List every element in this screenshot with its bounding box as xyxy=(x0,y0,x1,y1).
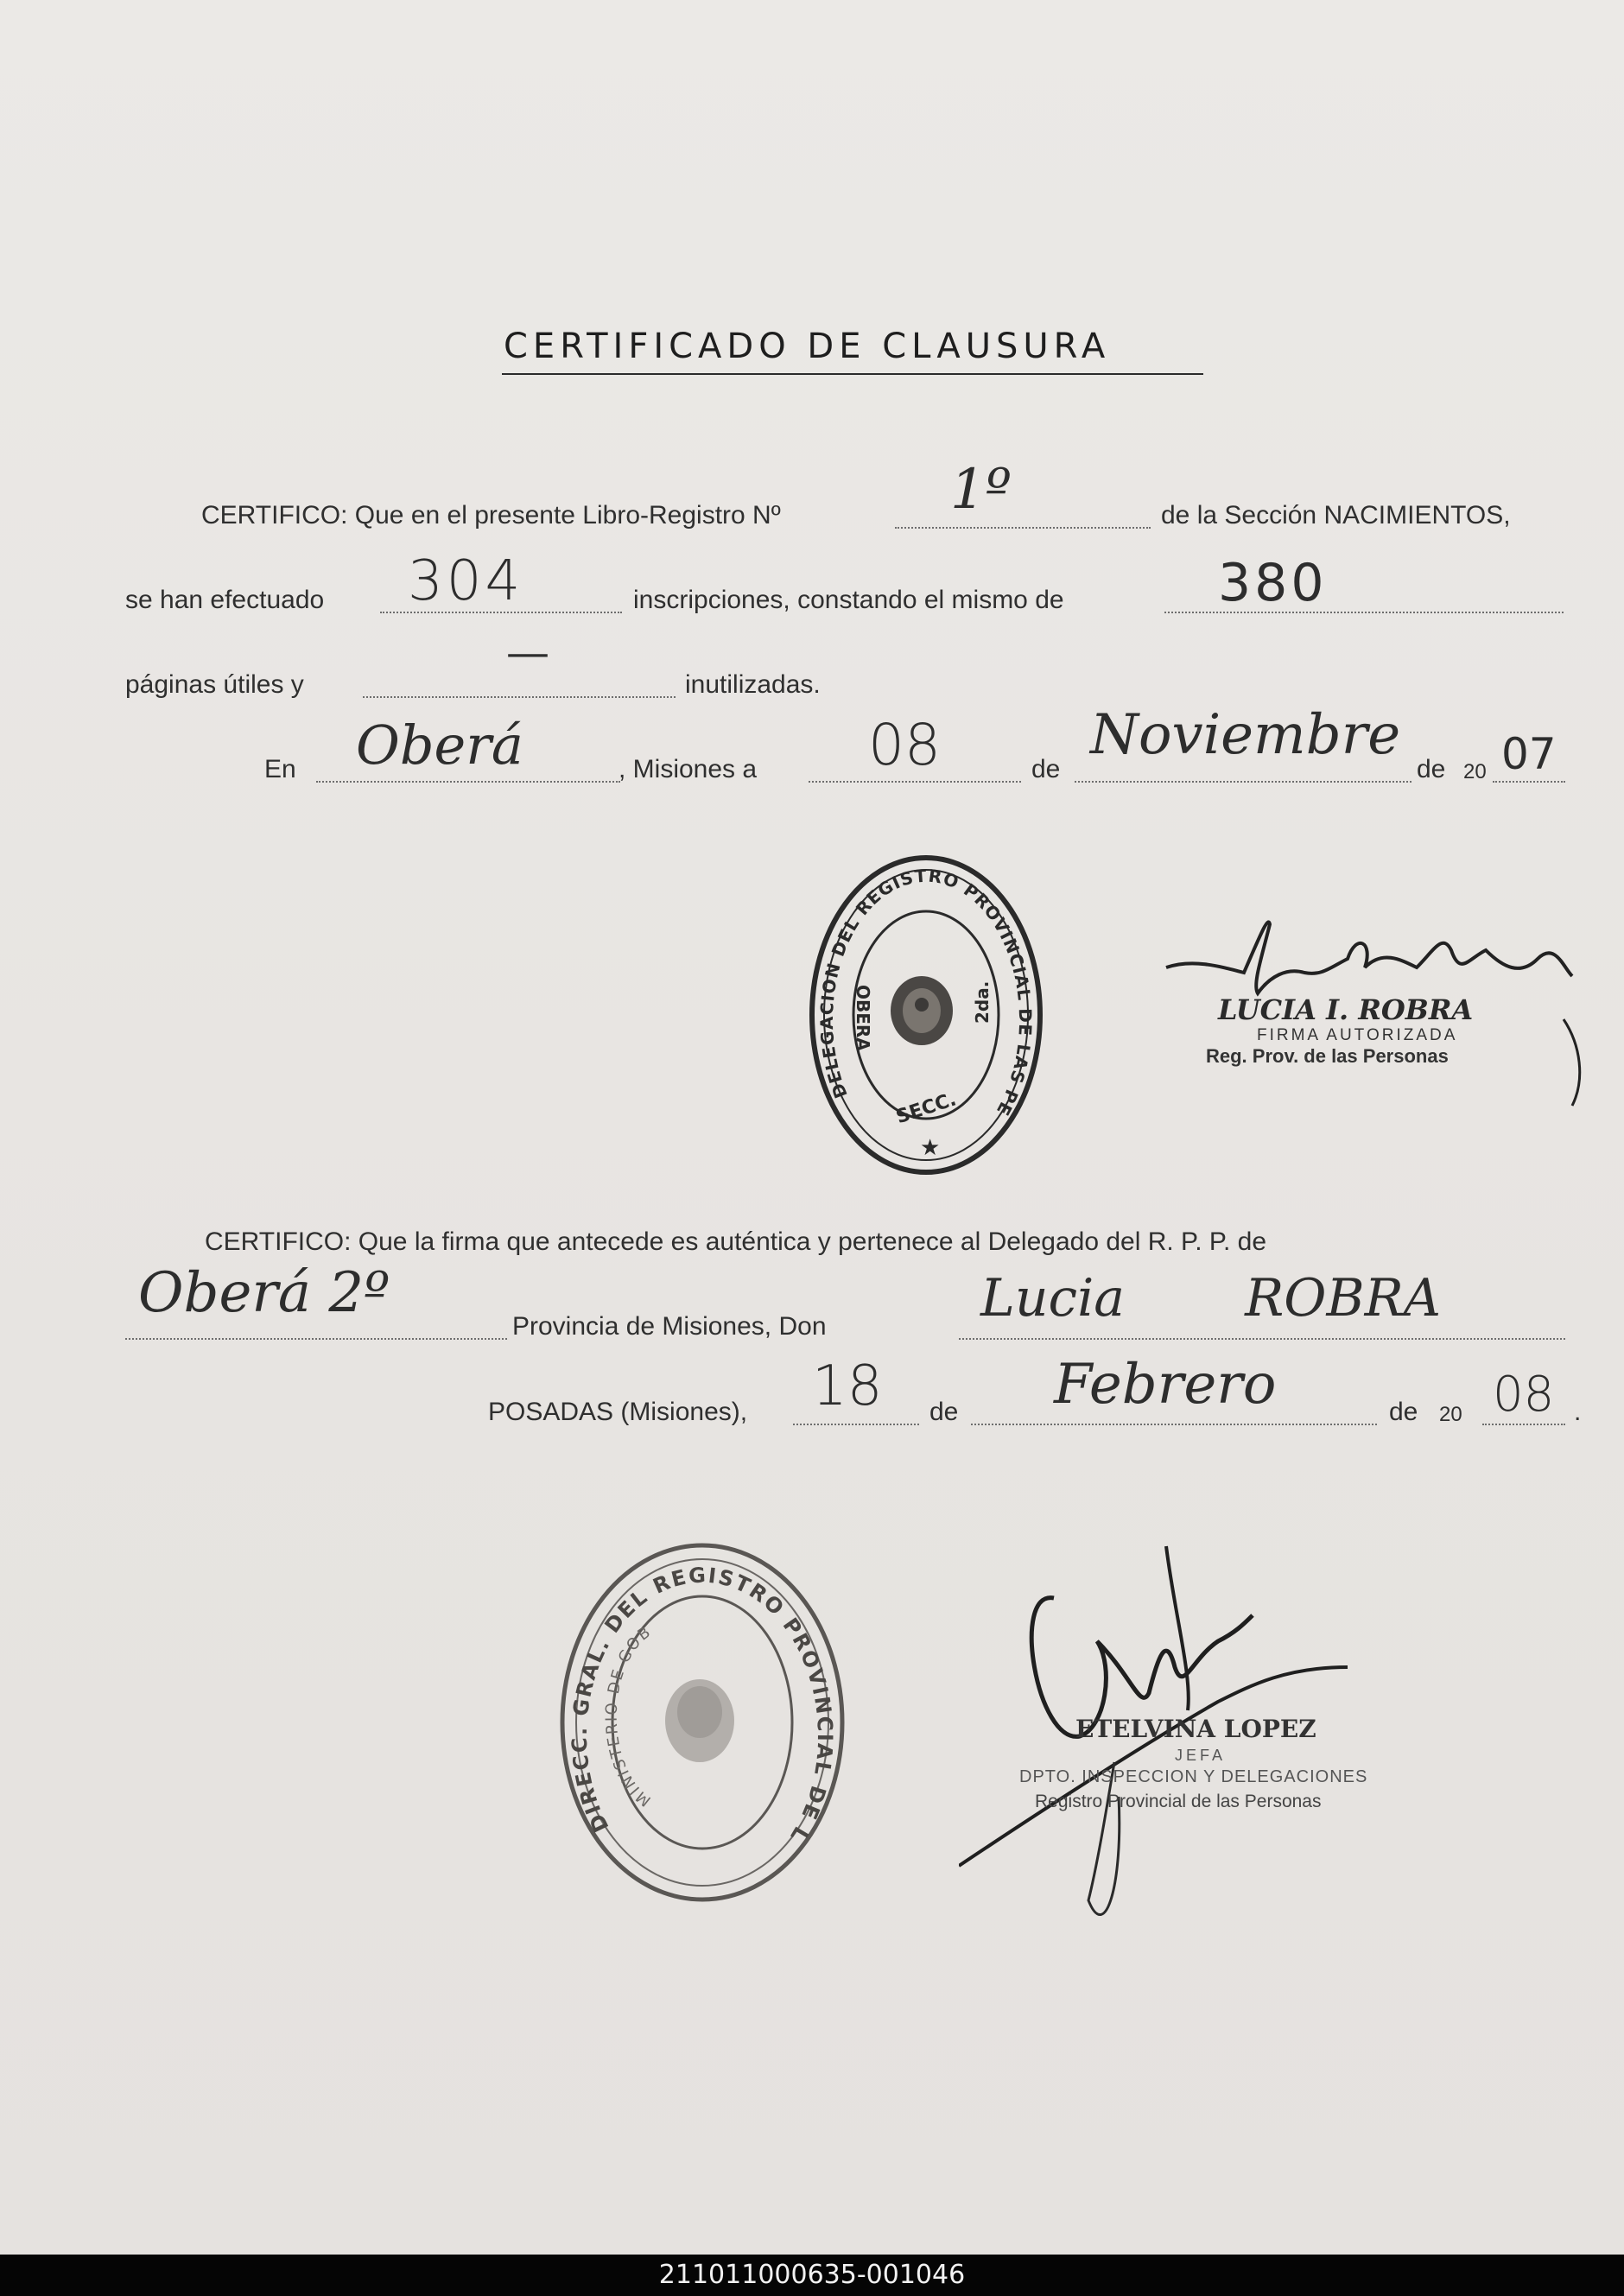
auth-year-handwritten: 08 xyxy=(1493,1367,1555,1423)
auth-city-label: POSADAS (Misiones), xyxy=(488,1398,748,1426)
star-icon: ★ xyxy=(920,1135,941,1161)
auth-line3-de2: de xyxy=(1389,1398,1418,1426)
stamp2-outer-text: DIRECC. GRAL. DEL REGISTRO PROVINCIAL DE L xyxy=(567,1563,838,1848)
directorate-stamp xyxy=(557,1539,847,1906)
auth-place-field xyxy=(125,1338,507,1340)
closure-line4-misiones: , Misiones a xyxy=(619,755,758,783)
closure-line1-label: CERTIFICO: Que en el presente Libro-Registro Nº xyxy=(201,501,781,530)
signature-block-1 xyxy=(1158,898,1589,1123)
auth-day-field xyxy=(793,1424,919,1425)
document-title: CERTIFICADO DE CLAUSURA xyxy=(504,327,1111,366)
signer1-name: LUCIA I. ROBRA xyxy=(1218,993,1474,1026)
closure-line1-section: de la Sección NACIMIENTOS, xyxy=(1161,501,1511,530)
title-underline xyxy=(502,373,1203,375)
closure-line2-middle: inscripciones, constando el mismo de xyxy=(633,586,1064,614)
void-pages-handwritten: — xyxy=(506,627,549,677)
auth-name-field xyxy=(959,1338,1565,1340)
closure-line2-label: se han efectuado xyxy=(125,586,325,614)
void-pages-field xyxy=(363,696,676,698)
signer2-dept: DPTO. INSPECCION Y DELEGACIONES xyxy=(1019,1767,1368,1786)
auth-year-field xyxy=(1482,1424,1565,1425)
signer2-name: ETELVINA LOPEZ xyxy=(1075,1715,1316,1743)
inscriptions-handwritten: 304 xyxy=(408,549,524,613)
month-handwritten: Noviembre xyxy=(1090,703,1401,767)
signature-scribble-2 xyxy=(959,1538,1391,1952)
stamp1-inner-right: 2da. xyxy=(972,980,993,1024)
auth-line2-text: Provincia de Misiones, Don xyxy=(512,1312,827,1341)
place-field xyxy=(316,781,620,783)
coat-of-arms-icon xyxy=(891,976,953,1045)
signer2-org: Registro Provincial de las Personas xyxy=(1035,1792,1322,1811)
year-handwritten: 07 xyxy=(1501,729,1557,779)
place-handwritten: Oberá xyxy=(356,714,523,777)
book-number-field xyxy=(895,527,1151,529)
month-field xyxy=(1075,781,1411,783)
auth-place-handwritten: Oberá 2º xyxy=(138,1261,390,1325)
document-id-footer: 211011000635-001046 xyxy=(0,2255,1624,2296)
closure-line4-de1: de xyxy=(1031,755,1061,783)
closure-line3-label: páginas útiles y xyxy=(125,670,304,699)
auth-month-field xyxy=(971,1424,1377,1425)
closure-line4-century: 20 xyxy=(1463,760,1487,783)
auth-line3-century: 20 xyxy=(1439,1403,1462,1426)
closure-line4-en: En xyxy=(264,755,296,783)
closure-line3-end: inutilizadas. xyxy=(685,670,821,699)
signature-block-2 xyxy=(959,1538,1391,1952)
delegation-stamp xyxy=(805,851,1047,1179)
auth-line1: CERTIFICO: Que la firma que antecede es auténtica y pertenece al Delegado del R. P. P. de xyxy=(205,1227,1267,1256)
signer2-role: JEFA xyxy=(1175,1747,1227,1764)
pages-handwritten: 380 xyxy=(1218,553,1328,613)
auth-line3-period: . xyxy=(1574,1398,1582,1426)
shield-icon xyxy=(665,1679,734,1762)
signer1-role: FIRMA AUTORIZADA xyxy=(1257,1026,1458,1044)
book-number-handwritten: 1º xyxy=(950,458,1012,522)
closure-line4-de2: de xyxy=(1417,755,1446,783)
signer1-org: Reg. Prov. de las Personas xyxy=(1206,1045,1449,1067)
stamp1-inner-left: OBERA xyxy=(853,985,873,1051)
auth-line3-de1: de xyxy=(929,1398,959,1426)
auth-name-handwritten: Lucia ROBRA xyxy=(980,1268,1442,1329)
stamp1-outer-text: DELEGACION DEL REGISTRO PROVINCIAL DE LAS PE xyxy=(815,865,1037,1120)
auth-day-handwritten: 18 xyxy=(812,1354,883,1418)
stamp1-inner-bottom: SECC. xyxy=(893,1088,960,1129)
stamp2-inner-text: MINISTERIO DE GOB xyxy=(602,1622,656,1811)
day-handwritten: 08 xyxy=(868,712,941,778)
auth-month-handwritten: Febrero xyxy=(1054,1353,1277,1417)
day-field xyxy=(809,781,1021,783)
year-field xyxy=(1493,781,1565,783)
